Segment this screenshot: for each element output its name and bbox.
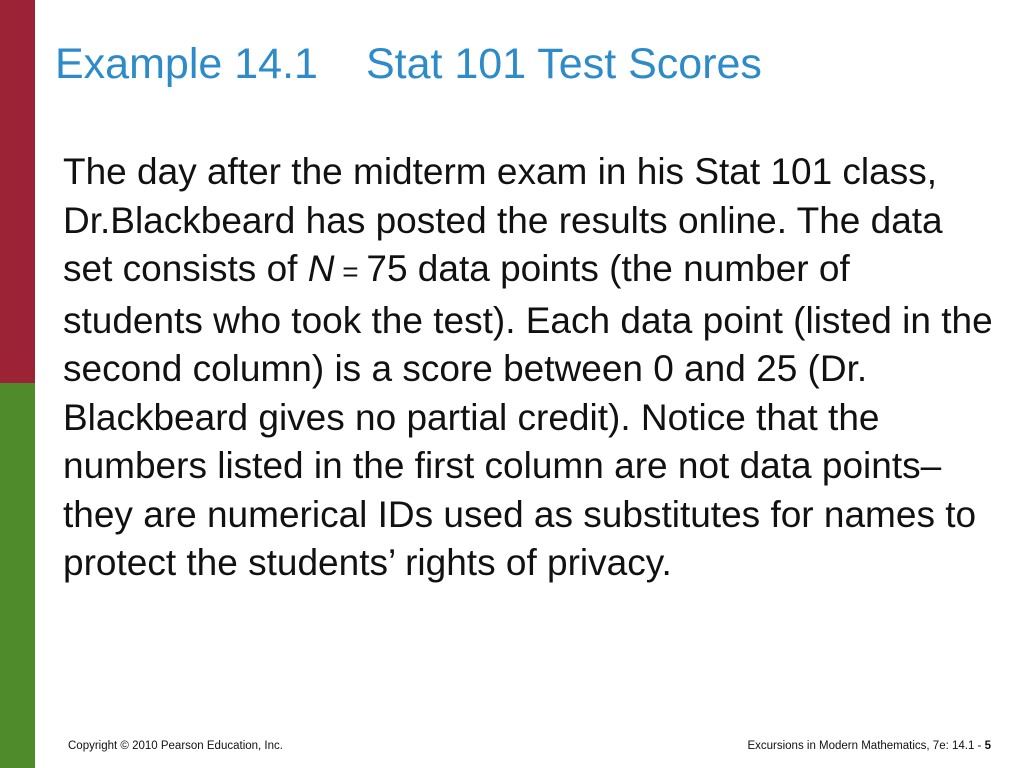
n-symbol: N xyxy=(307,248,335,289)
page-number: 5 xyxy=(984,740,991,752)
left-accent-bar-red xyxy=(0,0,35,383)
slide-title xyxy=(55,36,762,92)
left-accent-bar-green xyxy=(0,383,35,768)
footer-source xyxy=(747,740,991,752)
slide-title-example: Example 14.1 xyxy=(55,40,318,88)
equals-sign: = xyxy=(334,256,367,287)
n-value: 75 xyxy=(366,248,408,289)
footer-source-text: Excursions in Modern Mathematics, 7e: 14.1 - xyxy=(747,740,985,752)
body-text-after-n: data points (the number of students who took the test). Each data point (listed in the second column) is a score between 0 and 25 (Dr. Blackbeard gives no partial credit). Notice that the numbers listed in the first column are not data points–they are numerical IDs used as substitutes for names to protect the students’ rights of privacy. xyxy=(63,248,993,583)
slide-title-topic: Stat 101 Test Scores xyxy=(365,40,762,88)
body-text-before-n: The day after the midterm exam in his Stat 101 class, Dr.Blackbeard has posted the results online. The data set consists of xyxy=(63,151,943,289)
slide-body-text xyxy=(63,148,998,588)
footer-copyright: Copyright © 2010 Pearson Education, Inc. xyxy=(68,740,283,752)
